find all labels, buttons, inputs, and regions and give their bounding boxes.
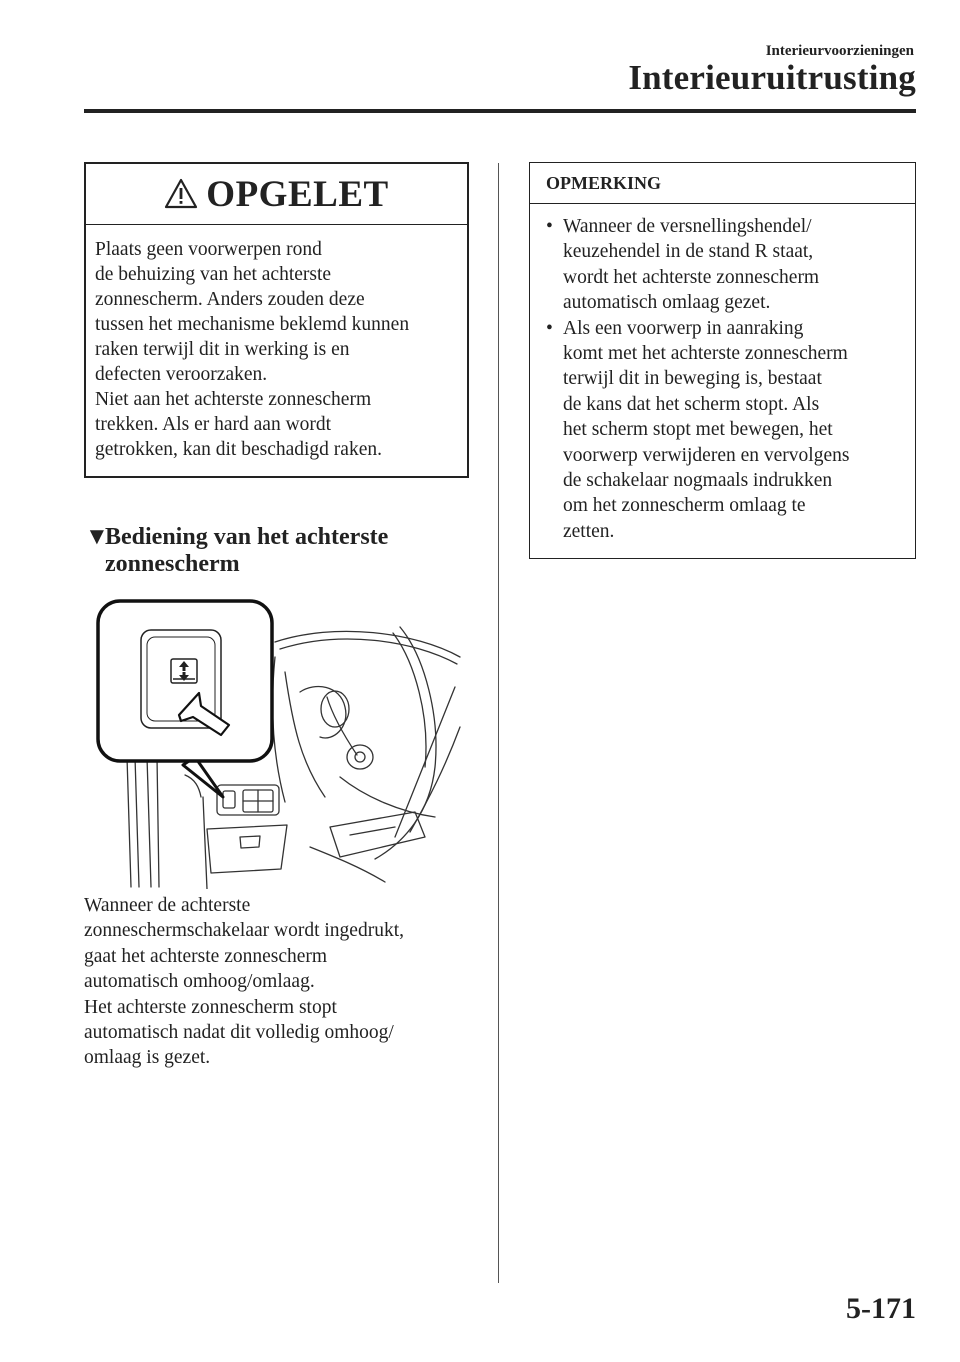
caution-line: trekken. Als er hard aan wordt bbox=[95, 414, 332, 435]
caution-line: getrokken, kan dit beschadigd raken. bbox=[95, 439, 382, 460]
page-title: Interieuruitrusting bbox=[628, 58, 916, 97]
column-divider bbox=[498, 163, 499, 1283]
body-text bbox=[84, 893, 484, 1071]
body-line: automatisch omhoog/omlaag. bbox=[84, 971, 315, 993]
caution-line: de behuizing van het achterste bbox=[95, 264, 332, 285]
note-line: zetten. bbox=[563, 520, 615, 542]
body-line: Wanneer de achterste bbox=[84, 895, 251, 916]
page-number: 5-171 bbox=[846, 1292, 916, 1325]
caution-title: OPGELET bbox=[206, 173, 389, 215]
body-line: zonneschermschakelaar wordt ingedrukt, bbox=[84, 920, 404, 942]
note-box bbox=[529, 162, 916, 559]
caution-header bbox=[86, 164, 467, 225]
triangle-marker-icon: ▼ bbox=[85, 524, 109, 550]
caution-box bbox=[84, 162, 469, 478]
note-line: de kans dat het scherm stopt. Als bbox=[563, 393, 820, 415]
note-line: Wanneer de versnellingshendel/ bbox=[563, 216, 812, 237]
body-line: omlaag is gezet. bbox=[84, 1047, 211, 1069]
note-line: het scherm stopt met bewegen, het bbox=[563, 419, 833, 441]
warning-triangle-icon bbox=[164, 178, 198, 210]
caution-line: defecten veroorzaken. bbox=[95, 364, 268, 385]
note-line: wordt het achterste zonnescherm bbox=[563, 266, 820, 288]
note-list bbox=[530, 204, 915, 544]
note-line: Als een voorwerp in aanraking bbox=[563, 317, 804, 339]
note-line: komt met het achterste zonnescherm bbox=[563, 343, 848, 365]
note-line: terwijl dit in beweging is, bestaat bbox=[563, 368, 822, 390]
caution-text bbox=[86, 225, 467, 462]
body-line: gaat het achterste zonnescherm bbox=[84, 945, 328, 967]
header-section-label: Interieurvoorzieningen bbox=[765, 43, 914, 59]
note-line: om het zonnescherm omlaag te bbox=[563, 495, 806, 517]
bullet-icon: • bbox=[546, 317, 553, 339]
section-heading-line2: zonnescherm bbox=[105, 551, 240, 577]
body-line: automatisch nadat dit volledig omhoog/ bbox=[84, 1022, 394, 1044]
section-heading bbox=[85, 524, 485, 578]
note-line: de schakelaar nogmaals indrukken bbox=[563, 470, 833, 492]
caution-line: tussen het mechanisme beklemd kunnen bbox=[95, 314, 410, 335]
section-heading-line1: Bediening van het achterste bbox=[105, 524, 389, 550]
note-item bbox=[544, 214, 907, 316]
caution-line: Plaats geen voorwerpen rond bbox=[95, 239, 322, 260]
caution-line: raken terwijl dit in werking is en bbox=[95, 339, 350, 360]
note-item bbox=[544, 316, 907, 545]
sunshade-switch-illustration bbox=[95, 597, 467, 889]
note-line: voorwerp verwijderen en vervolgens bbox=[563, 444, 850, 466]
header-rule bbox=[84, 109, 916, 113]
body-line: Het achterste zonnescherm stopt bbox=[84, 996, 337, 1018]
bullet-icon: • bbox=[546, 216, 553, 237]
note-title: OPMERKING bbox=[530, 163, 915, 204]
note-line: automatisch omlaag gezet. bbox=[563, 292, 771, 314]
caution-line: zonnescherm. Anders zouden deze bbox=[95, 289, 365, 310]
caution-line: Niet aan het achterste zonnescherm bbox=[95, 389, 372, 410]
note-line: keuzehendel in de stand R staat, bbox=[563, 241, 814, 263]
